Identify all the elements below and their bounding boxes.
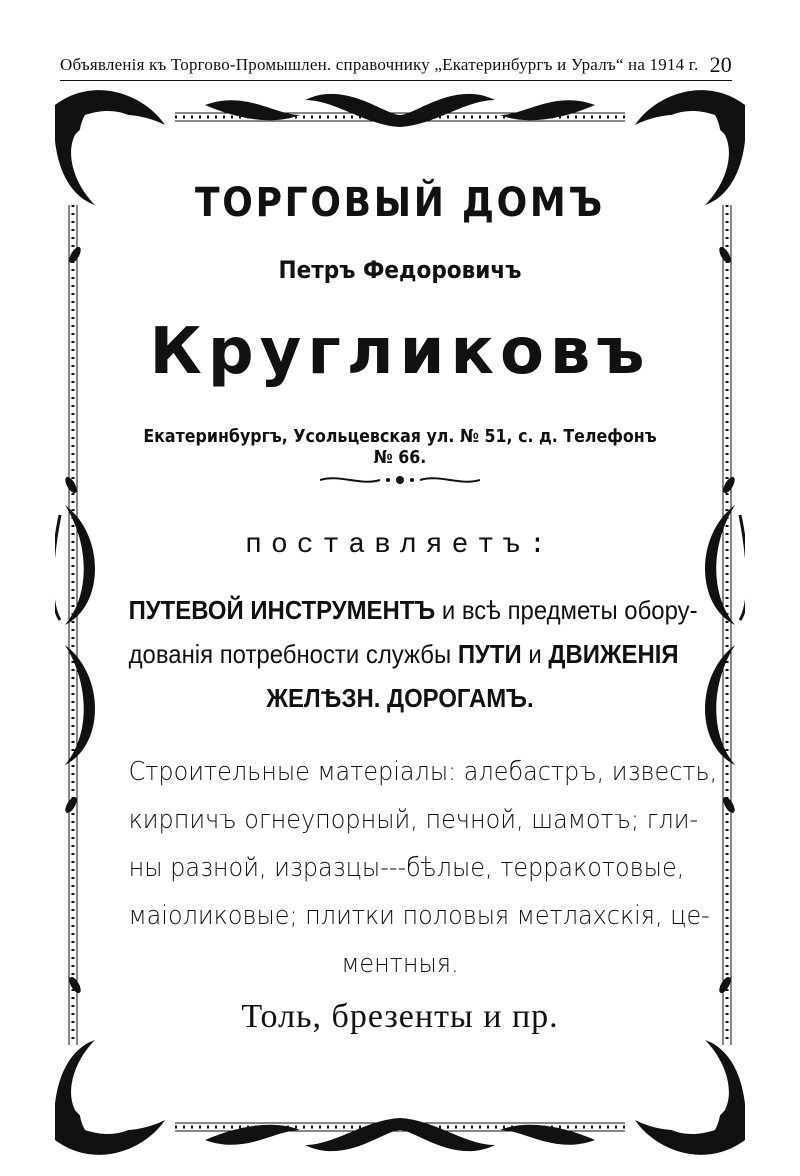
- header-rule: [60, 80, 732, 81]
- goods-line-2-bold-b: ДВИЖЕНІЯ: [548, 639, 679, 669]
- firm-surname-title: Кругликовъ: [149, 315, 651, 389]
- goods-line-2-regular-a: дованія потребности службы: [128, 639, 452, 669]
- owner-name: Петръ Федоровичъ: [278, 256, 522, 284]
- materials-block: [128, 748, 718, 988]
- materials-line: маіоликовые; плитки половыя метлахскія, це-: [128, 901, 710, 931]
- left-bead-border: [69, 205, 77, 1045]
- goods-line-1-bold: ПУТЕВОЙ ИНСТРУМЕНТЪ: [128, 595, 436, 625]
- right-middle-flourish: [705, 505, 745, 765]
- materials-line: кирпичъ огнеупорный, печной, шамотъ; гли-: [128, 805, 699, 835]
- page-number: 20: [709, 52, 732, 77]
- top-center-flourish: [205, 94, 595, 127]
- firm-type-heading: ТОРГОВЫЙ ДОМЪ: [195, 180, 605, 226]
- goods-line-1-regular: и всѣ предметы обору-: [441, 595, 698, 625]
- header-text: Объявленія къ Торгово-Промышлен. справочнику „Екатеринбургъ и Уралъ“ на 1914 г.: [60, 55, 699, 74]
- supplies-heading: поставляетъ:: [245, 530, 555, 561]
- goods-block: [128, 588, 698, 720]
- materials-line: ны разной, изразцы---бѣлые, терракотовые,: [128, 853, 685, 883]
- right-bead-border: [723, 205, 731, 1045]
- address-line: Екатеринбургъ, Усольцевская ул. № 51, с. д. Телефонъ № 66.: [143, 426, 657, 468]
- closing-line: Толь, брезенты и пр.: [241, 998, 559, 1035]
- materials-line: Строительные матеріалы: алебастръ, известь,: [128, 757, 718, 787]
- goods-line-3: ЖЕЛѢЗН. ДОРОГАМЪ.: [266, 683, 534, 713]
- goods-line-2-regular-b: и: [528, 639, 542, 669]
- goods-line-2: [128, 632, 679, 676]
- advert-content: [95, 160, 718, 1060]
- divider-ornament: [320, 472, 480, 488]
- materials-line: ментныя.: [341, 949, 459, 979]
- running-header: [60, 50, 732, 80]
- goods-line-2-bold: ПУТИ: [457, 639, 522, 669]
- goods-line-1: [128, 588, 698, 632]
- left-middle-flourish: [55, 505, 95, 765]
